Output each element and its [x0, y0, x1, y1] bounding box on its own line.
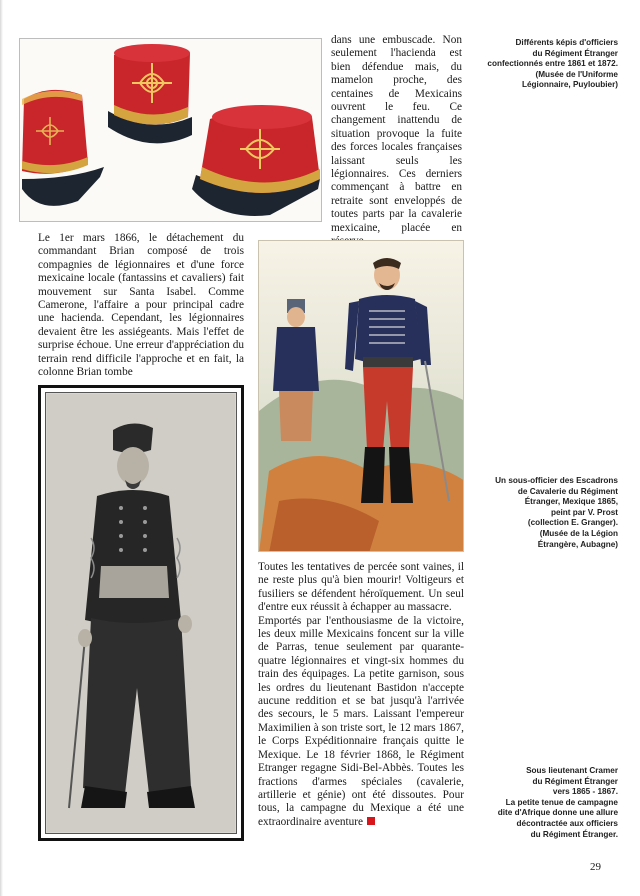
- kepi-right: [192, 105, 320, 216]
- bottom-text-column: [258, 561, 464, 829]
- kepis-photo: [19, 38, 322, 222]
- left-text-column: Le 1er mars 1866, le détachement du commandant Brian composé de trois compagnies de légionnaires et d'une force mexicaine locale (fantassins et cavaliers) fait mouvement sur Santa Isabel. Comme Camerone, l'affaire a pour principal cadre une hacienda. Cependant, les légionnaires devaient être les assiégeants. Mais l'effet de surprise échoue. Une erreur d'appréciation du terrain rend difficile l'approche et en fait, la colonne Brian tombe: [38, 232, 244, 379]
- bottom-paragraph-2-text: Emportés par l'enthousiasme de la victoire, les deux mille Mexicains foncent sur la ville de Parras, tenue seulement par quarante-quatre légionnaires et vingt-six hommes du train des équipages. La petite garnison, sous les ordres du lieutenant Bastidon n'accepte aucune reddition et se bat jusqu'à l'arrivée des secours, le 5 mars. Laissant l'empereur Maximilien à son triste sort, le 12 mars 1867, le Corps Expéditionnaire français quitte le Mexique. Le 18 février 1868, le Régiment Etranger regagne Sidi-Bel-Abbès. Toutes les fractions d'armes spéciales (cavalerie, artillerie et génie) ont été dissoutes. Pour tous, la campagne du Mexique a été une extraordinaire aventure: [258, 614, 464, 828]
- bottom-paragraph-2: [258, 615, 464, 830]
- bottom-paragraph-1: Toutes les tentatives de percée sont vaines, il ne reste plus qu'à bien mourir! Voltigeurs et fusiliers se défendent héroïquement. Un seul d'entre eux réussit à échapper au massacre.: [258, 561, 464, 614]
- caption-kepis: Différents képis d'officiers du Régiment Étranger confectionnés entre 1861 et 1872. (Musée de l'Uniforme Légionnaire, Puyloubier): [487, 38, 618, 90]
- kepis-illustration: [20, 39, 322, 222]
- caption-cramer: Sous lieutenant Cramer du Régiment Étranger vers 1865 - 1867. La petite tenue de campagne dite d'Afrique donne une allure décontractée aux officiers du Régiment Étranger.: [497, 766, 618, 839]
- kepi-center: [108, 44, 192, 143]
- end-of-article-mark: [367, 817, 375, 825]
- cavalry-illustration: [259, 241, 464, 552]
- binding-edge: [0, 0, 3, 896]
- page-number: 29: [590, 861, 601, 873]
- cramer-photo: [38, 385, 244, 841]
- top-text-column: dans une embuscade. Non seulement l'hacienda est bien défendue mais, du mamelon proche, des centaines de Mexicains ouvrent le feu. Ce changement inattendu de situation provoque la fuite des forces locales françaises laissant seuls les légionnaires. Ces derniers commençant à battre en retraite sont enveloppés de toutes parts par la cavalerie mexicaine, placée en: [331, 34, 462, 234]
- cavalry-painting: [258, 240, 464, 552]
- cramer-illustration: [41, 388, 241, 838]
- kepi-left: [22, 90, 104, 206]
- caption-cavalry: Un sous-officier des Escadrons de Cavalerie du Régiment Étranger, Mexique 1865, peint par V. Prost (collection E. Granger). (Musée de la Légion Étrangère, Aubagne): [495, 476, 618, 549]
